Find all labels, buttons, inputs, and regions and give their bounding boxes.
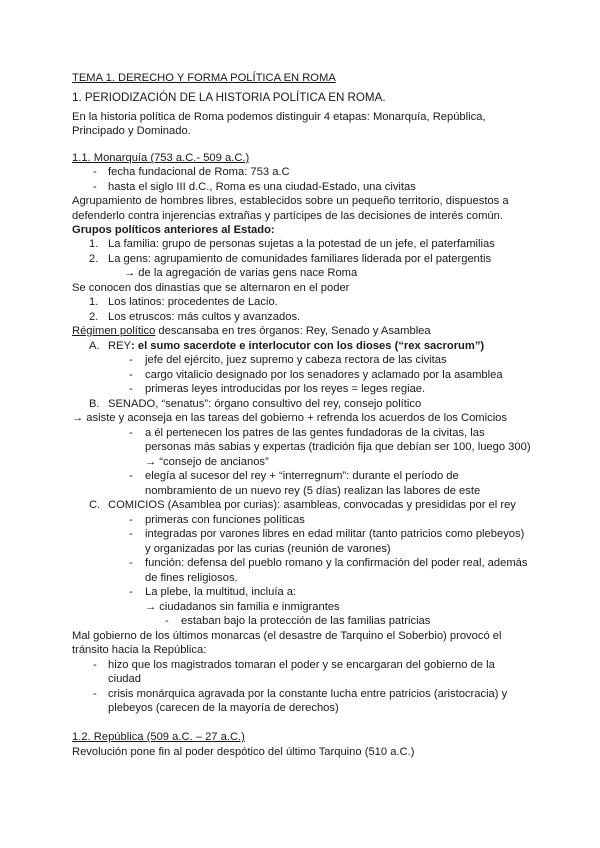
senado-line: SENADO, “senatus”: órgano consultivo del rey, consejo político	[108, 398, 422, 410]
mal-bullet-1a: hizo que los magistrados tomaran el poder y se encargaran del gobierno de la	[108, 659, 495, 671]
monarquia-bullet-1: fecha fundacional de Roma: 753 a.C	[108, 166, 290, 178]
comicios-item-2a: integradas por varones libres en edad militar (tanto patricios como plebeyos)	[145, 528, 525, 540]
intro-line-2: Principado y Dominado.	[72, 125, 191, 137]
list-number: 2.	[89, 311, 99, 323]
rey-item-2: cargo vitalicio designado por los senadores y aclamado por la asamblea	[145, 369, 503, 381]
comicios-item-4-arrow: → ciudadanos sin familia e inmigrantes	[145, 601, 340, 613]
bullet-dash: -	[129, 586, 133, 598]
senado-item-1c: → “consejo de ancianos”	[145, 456, 269, 468]
mal-gobierno-2: tránsito hacia la República:	[72, 644, 207, 656]
bullet-dash: -	[93, 166, 97, 178]
comicios-item-3b: de fines religiosos.	[145, 572, 238, 584]
subsection-heading-monarquia: 1.1. Monarquía (753 a.C.- 509 a.C.)	[72, 152, 250, 164]
list-number: 1.	[89, 238, 99, 250]
list-number: 1.	[89, 296, 99, 308]
senado-item-2a: elegía al sucesor del rey + “interregnum”: durante el período de	[145, 470, 459, 482]
comicios-item-1: primeras con funciones políticas	[145, 514, 305, 526]
regimen-line	[72, 324, 528, 339]
comicios-item-4-sub: estaban bajo la protección de las familias patricias	[181, 615, 431, 627]
mal-gobierno-1: Mal gobierno de los últimos monarcas (el desastre de Tarquino el Soberbio) provocó el	[72, 630, 502, 642]
subsection-heading-republica: 1.2. República (509 a.C. – 27 a.C.)	[72, 731, 245, 743]
mal-bullet-2a: crisis monárquica agravada por la constante lucha entre patricios (aristocracia) y	[108, 688, 508, 700]
bullet-dash: -	[129, 354, 133, 366]
bullet-dash: -	[129, 528, 133, 540]
rey-line	[108, 339, 564, 354]
regimen-underlined: Régimen político	[72, 325, 156, 337]
rey-item-3: primeras leyes introducidas por los reyes = leges regiae.	[145, 383, 426, 395]
senado-item-1b: personas más sabias y expertas (tradición fija que debían ser 100, luego 300)	[145, 441, 531, 453]
grupos-item-gens: La gens: agrupamiento de comunidades familiares liderada por el patergentis	[108, 253, 492, 265]
bullet-dash: -	[93, 181, 97, 193]
bullet-dash: -	[129, 470, 133, 482]
comicios-line: COMICIOS (Asamblea por curias): asambleas, convocadas y presididas por el rey	[108, 499, 516, 511]
bullet-dash: -	[129, 514, 133, 526]
dinastias-line: Se conocen dos dinastías que se alternaron en el poder	[72, 282, 350, 294]
senado-item-2b: nombramiento de un nuevo rey (5 días) realizan las labores de este	[145, 485, 481, 497]
list-letter: C.	[89, 499, 101, 511]
bullet-dash: -	[93, 688, 97, 700]
mal-bullet-2b: plebeyos (carecen de la mayoría de derechos)	[108, 702, 339, 714]
comicios-item-2b: y organizadas por las curias (reunión de varones)	[145, 543, 391, 555]
grupos-heading: Grupos políticos anteriores al Estado:	[72, 224, 275, 236]
bullet-dash: -	[165, 615, 169, 627]
list-letter: A.	[89, 340, 100, 352]
mal-bullet-1b: ciudad	[108, 673, 141, 685]
bullet-dash: -	[129, 369, 133, 381]
regimen-rest: descansaba en tres órganos: Rey, Senado y Asamblea	[155, 325, 431, 337]
dinastia-etruscos: Los etruscos: más cultos y avanzados.	[108, 311, 301, 323]
republica-line-1: Revolución pone fin al poder despótico del último Tarquino (510 a.C.)	[72, 746, 415, 758]
intro-line-1: En la historia política de Roma podemos distinguir 4 etapas: Monarquía, República,	[72, 111, 486, 123]
list-number: 2.	[89, 253, 99, 265]
bullet-dash: -	[129, 427, 133, 439]
bullet-dash: -	[129, 383, 133, 395]
comicios-item-3a: función: defensa del pueblo romano y la confirmación del poder real, además	[145, 557, 528, 569]
rey-label: REY	[108, 340, 132, 352]
rey-item-1: jefe del ejército, juez supremo y cabeza rectora de las civitas	[145, 354, 447, 366]
rey-rest: : el sumo sacerdote e interlocutor con los dioses (“rex sacrorum”)	[131, 340, 485, 352]
monarquia-bullet-2: hasta el siglo III d.C., Roma es una ciudad-Estado, una civitas	[108, 181, 416, 193]
grupos-item-familia: La familia: grupo de personas sujetas a la potestad de un jefe, el paterfamilias	[108, 238, 495, 250]
list-letter: B.	[89, 398, 100, 410]
grupos-item-gens-arrow: → de la agregación de varias gens nace Roma	[124, 267, 358, 279]
bullet-dash: -	[93, 659, 97, 671]
monarquia-paragraph-1: Agrupamiento de hombres libres, establecidos sobre un pequeño territorio, dispuestos a	[72, 195, 509, 207]
comicios-item-4: La plebe, la multitud, incluía a:	[145, 586, 297, 598]
bullet-dash: -	[129, 557, 133, 569]
doc-title: TEMA 1. DERECHO Y FORMA POLÍTICA EN ROMA	[72, 72, 336, 84]
senado-arrow-line: → asiste y aconseja en las tareas del gobierno + refrenda los acuerdos de los Comicios	[72, 412, 507, 424]
monarquia-paragraph-2: defenderlo contra injerencias extrañas y partícipes de las decisiones de interés común.	[72, 210, 503, 222]
dinastia-latinos: Los latinos: procedentes de Lacio.	[108, 296, 278, 308]
section-heading-1: 1. PERIODIZACIÓN DE LA HISTORIA POLÍTICA EN ROMA.	[72, 91, 386, 104]
senado-item-1a: a él pertenecen los patres de las gentes fundadoras de la civitas, las	[145, 427, 485, 439]
